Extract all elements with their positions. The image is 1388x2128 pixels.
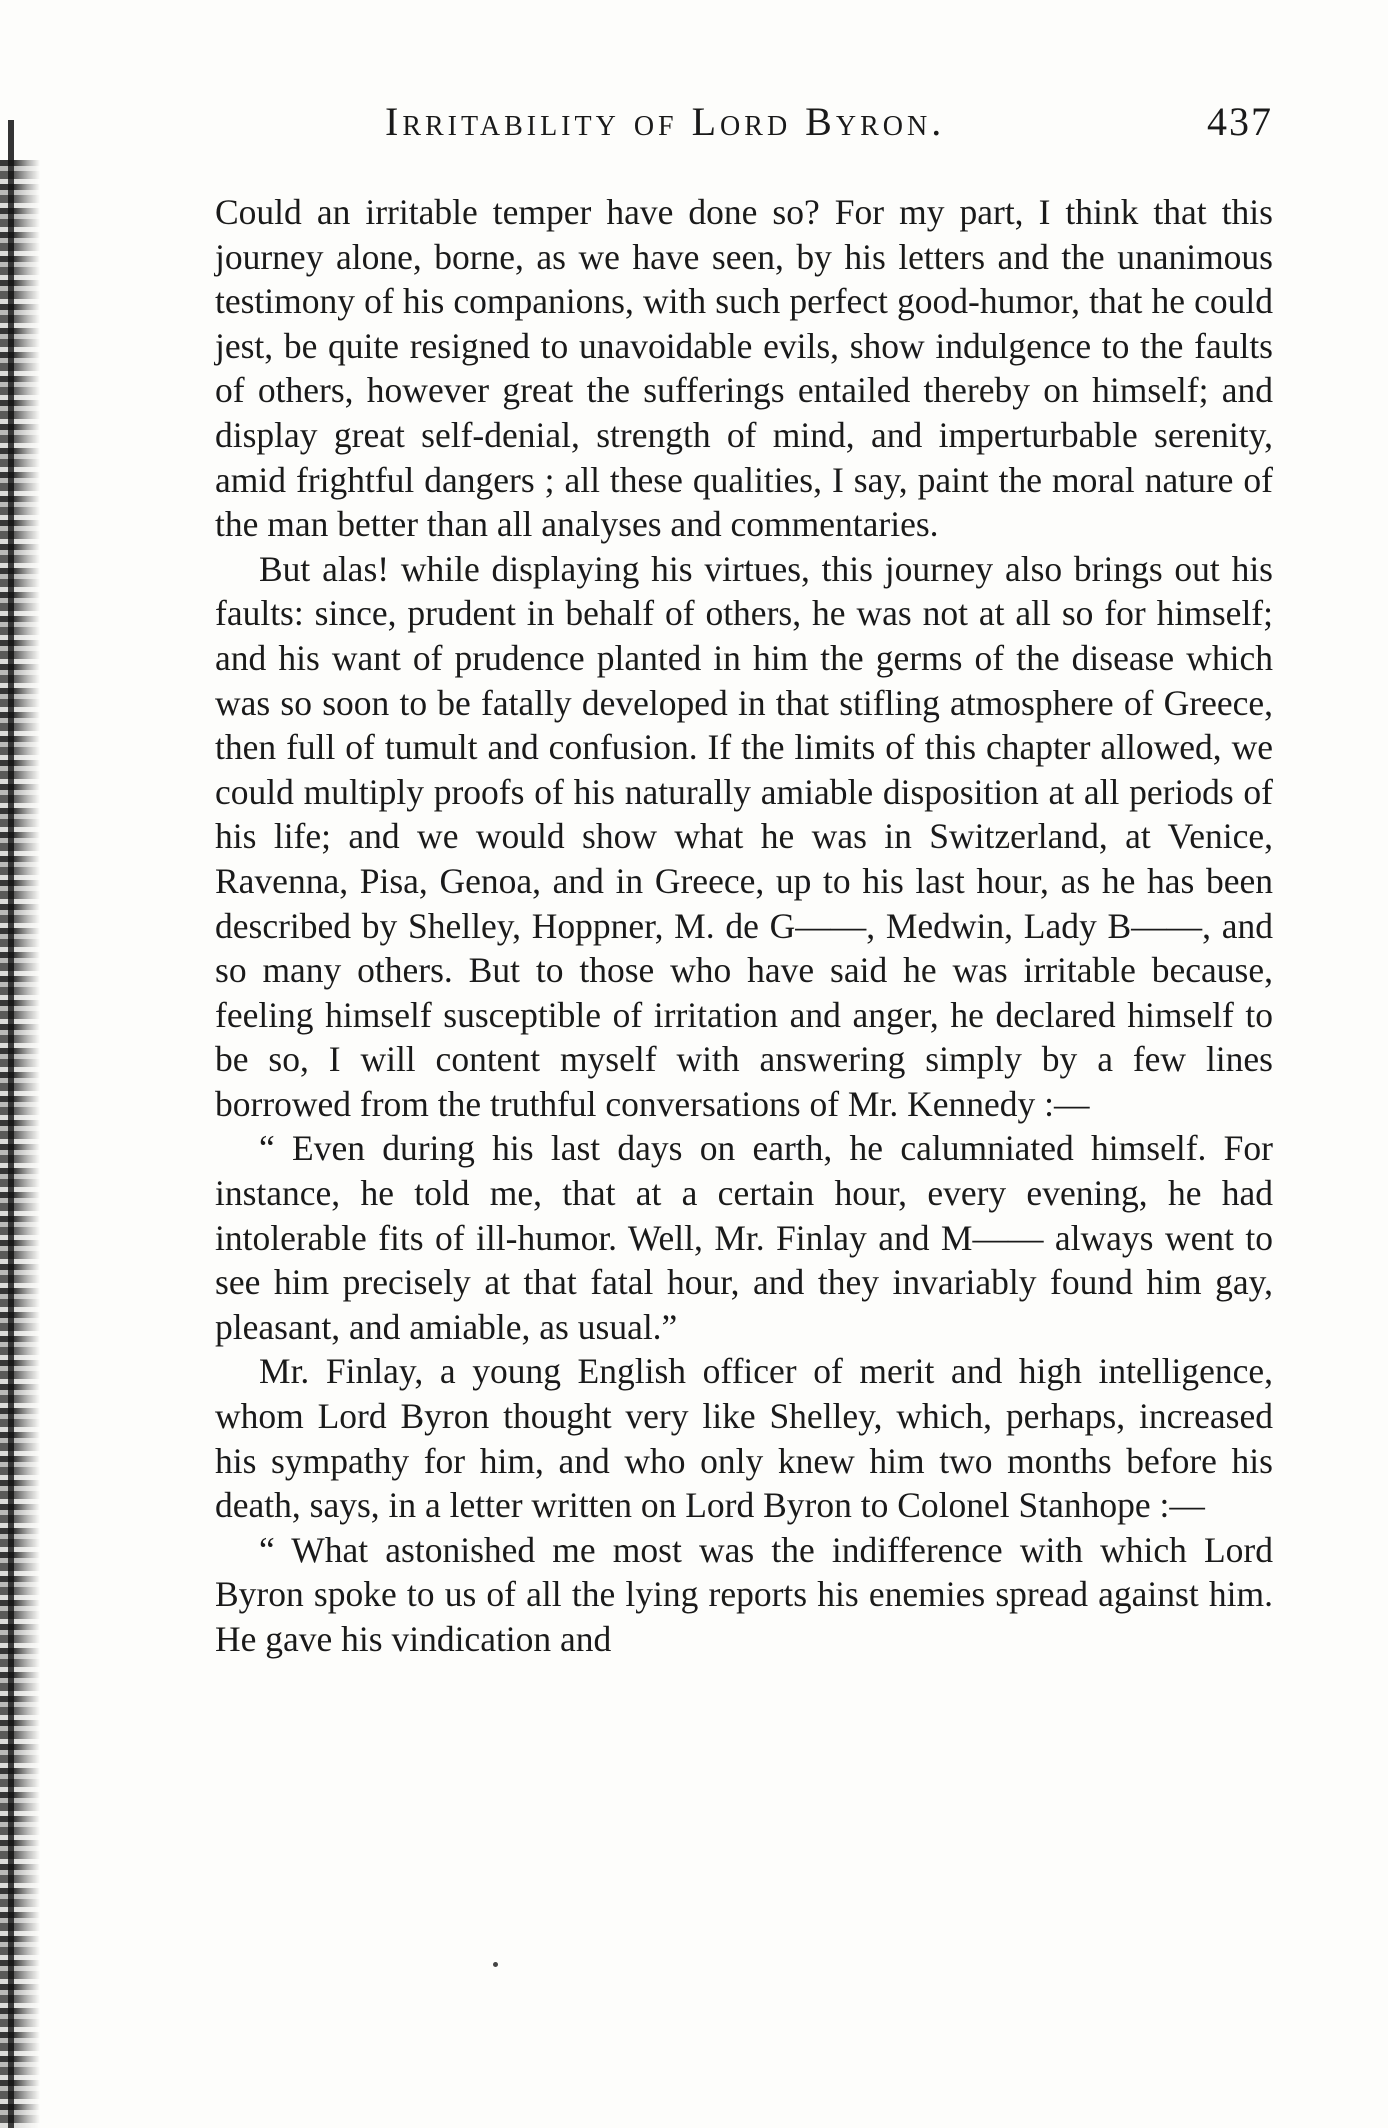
running-head: Irritability of Lord Byron. bbox=[385, 99, 946, 144]
binding-edge-shadow bbox=[0, 160, 40, 2128]
body-text bbox=[215, 190, 1273, 1662]
paragraph: “ Even during his last days on earth, he calumniated himself. For instance, he told me, that at a certain hour, every evening, he had intolerable fits of ill-humor. Well, Mr. Finlay and M—— always went to see him precisely at that fatal hour, and they invariably found him gay, pleasant, and amiable, as usual.” bbox=[215, 1128, 1273, 1347]
paragraph: But alas! while displaying his virtues, this journey also brings out his faults: since, prudent in behalf of others, he was not at all so for himself; and his want of prudence planted in him the germs of the disease which was so soon to be fatally developed in that stifling atmosphere of Greece, then full of tumult and confusion. If the limits of this chapter allowed, we could multiply proofs of his naturally amiable disposition at all periods of his life; and we would show what he was in Switzerland, at Venice, Ravenna, Pisa, Genoa, and in Greece, up to his last hour, as he has been described by Shelley, Hoppner, M. de G——, Medwin, Lady B——, and so many others. But to those who have said he was irritable because, feeling himself susceptible of irritation and anger, he declared himself to be so, I will content myself with answering simply by a few lines borrowed from the truthful conversations of Mr. Kennedy :— bbox=[215, 548, 1273, 1124]
page-header bbox=[215, 98, 1273, 158]
scan-speck bbox=[493, 1962, 498, 1967]
paragraph: Mr. Finlay, a young English officer of merit and high intelligence, whom Lord Byron thought very like Shelley, which, perhaps, increased his sympathy for him, and who only knew him two months before his death, says, in a letter written on Lord Byron to Colonel Stanhope :— bbox=[215, 1351, 1273, 1526]
paragraph: Could an irritable temper have done so? For my part, I think that this journey alone, borne, as we have seen, by his letters and the unanimous testimony of his companions, with such perfect good-humor, that he could jest, be quite resigned to unavoidable evils, show indulgence to the faults of others, however great the sufferings entailed thereby on himself; and display great self-denial, strength of mind, and imperturbable serenity, amid frightful dangers ; all these qualities, I say, paint the moral nature of the man better than all analyses and commentaries. bbox=[215, 192, 1273, 545]
page-number: 437 bbox=[1207, 99, 1273, 144]
paragraph: “ What astonished me most was the indifference with which Lord Byron spoke to us of all the lying reports his enemies spread against him. He gave his vindication and bbox=[215, 1529, 1273, 1659]
